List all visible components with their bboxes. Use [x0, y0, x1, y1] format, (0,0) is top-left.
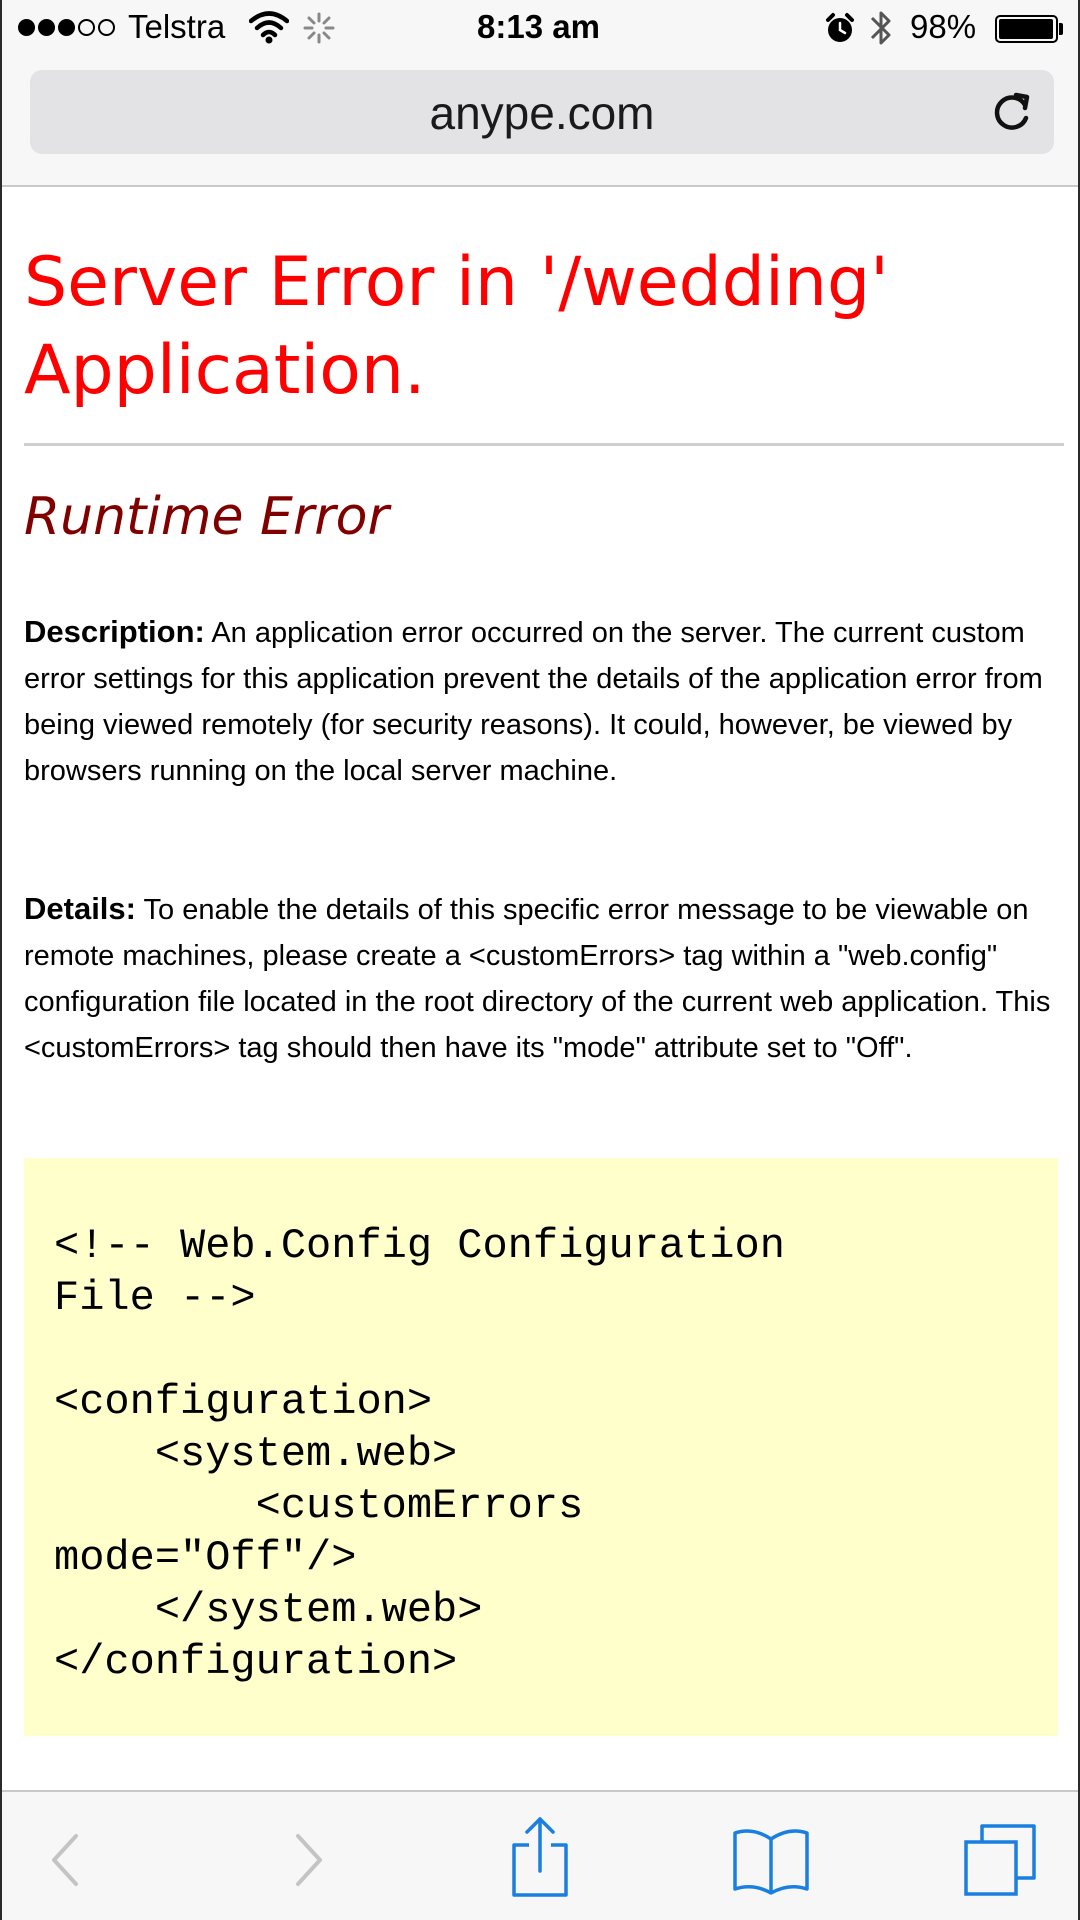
activity-spinner-icon	[302, 11, 336, 53]
description-label: Description:	[24, 614, 205, 649]
back-icon	[46, 1830, 86, 1895]
forward-button[interactable]	[268, 1822, 348, 1902]
browser-top-bar	[2, 0, 1078, 187]
battery-level-fill	[999, 19, 1053, 39]
battery-icon	[995, 15, 1058, 43]
title-divider	[24, 443, 1064, 446]
page-title: Server Error in '/wedding' Application.	[24, 243, 889, 410]
error-subtitle: Runtime Error	[24, 487, 389, 547]
bookmarks-icon	[731, 1825, 811, 1900]
address-bar[interactable]	[30, 70, 1054, 154]
carrier-name: Telstra	[128, 8, 226, 45]
forward-icon	[288, 1830, 328, 1895]
alarm-icon	[824, 12, 856, 54]
status-bar	[2, 0, 1078, 60]
back-button[interactable]	[26, 1822, 106, 1902]
share-button[interactable]	[500, 1814, 580, 1904]
bluetooth-icon	[868, 7, 894, 57]
battery-percent: 98%	[910, 8, 977, 45]
signal-strength-icon	[18, 19, 115, 36]
browser-toolbar	[2, 1790, 1078, 1920]
description-paragraph	[24, 609, 1064, 794]
url-text[interactable]: anype.com	[429, 87, 655, 139]
details-label: Details:	[24, 891, 136, 926]
bookmarks-button[interactable]	[731, 1822, 811, 1902]
config-code-block	[24, 1158, 1058, 1736]
details-paragraph	[24, 886, 1064, 1071]
share-icon	[508, 1815, 572, 1904]
reload-icon[interactable]	[988, 88, 1036, 141]
battery-cap	[1059, 23, 1063, 35]
status-time: 8:13 am	[477, 8, 600, 45]
web-page-content	[2, 187, 1078, 1790]
description-text: An application error occurred on the server. The current custom error settings for this application prevent the details of the application error from being viewed remotely (for security reasons). It could, however, be viewed by browsers running on the local server machine.	[24, 617, 1043, 787]
details-text: To enable the details of this specific error message to be viewable on remote machines, please create a <customErrors> tag within a "web.config" configuration file located in the root directory of the current web application. This <customErrors> tag should then have its "mode" attribute set to "Off".	[24, 894, 1051, 1064]
config-code: <!-- Web.Config Configuration File --> <configuration> <system.web> <customErrors mode="Off"/> </system.web> </configuration>	[54, 1222, 785, 1686]
wifi-icon	[249, 10, 289, 52]
tabs-button[interactable]	[960, 1822, 1040, 1902]
tabs-icon	[962, 1822, 1038, 1903]
